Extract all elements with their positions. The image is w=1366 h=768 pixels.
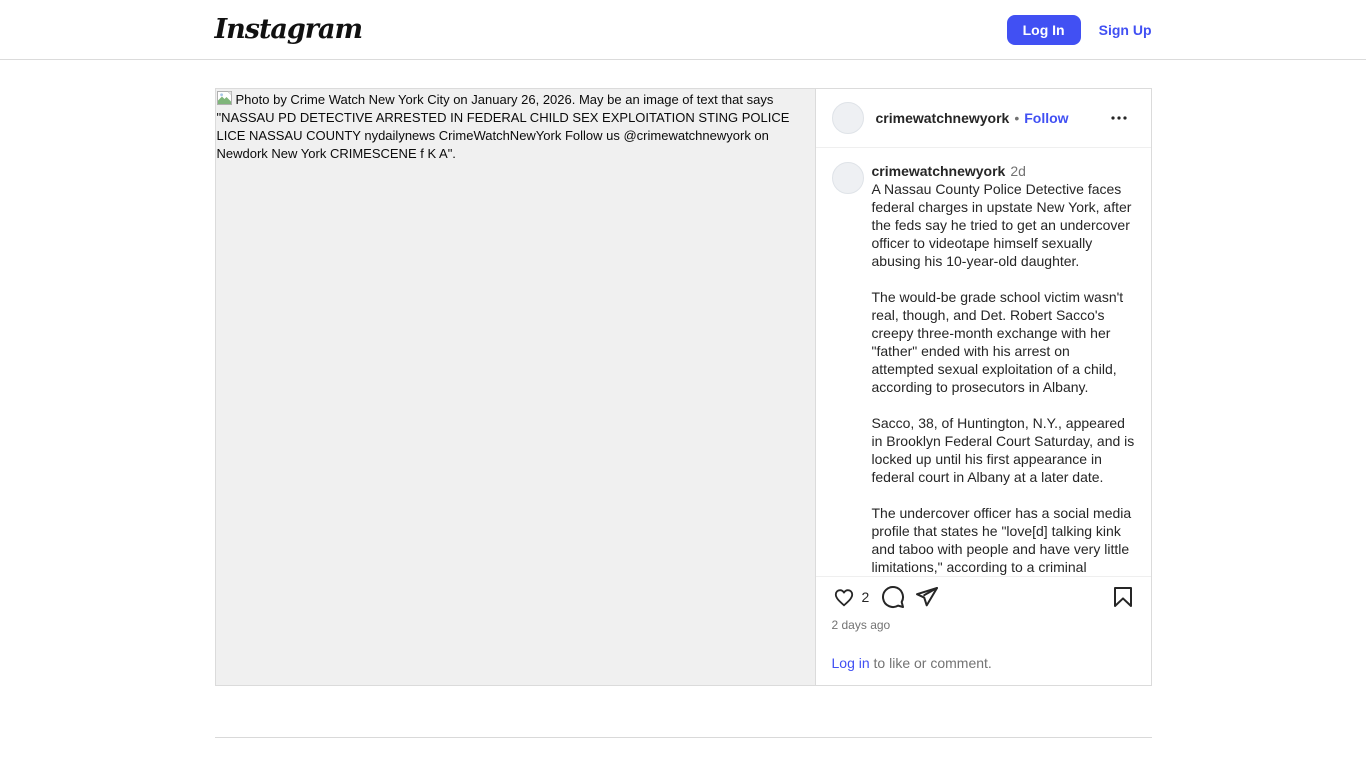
post-card (215, 88, 1152, 686)
author-username[interactable]: crimewatchnewyork (875, 110, 1010, 126)
caption-text: A Nassau County Police Detective faces federal charges in upstate New York, after the feds say he tried to get an undercover officer to videotape himself sexually abusing his 10-year-old daughter. The would-be grade school victim wasn't real, though, and Det. Robert Sacco's creepy three-month exchange with her "father" ended with his arrest on attempted sexual exploitation of a child, according to prosecutors in Albany. Sacco, 38, of Huntington, N.Y., appeared in Brooklyn Federal Court Saturday, and is locked up until his first appearance in federal court in Albany at a later date. The undercover officer has a social media profile that states he "love[d] talking kink and taboo with people and have very little limitations," according to a criminal (871, 181, 1135, 575)
image-alt-container (216, 89, 815, 163)
action-bar (832, 585, 1135, 609)
save-button[interactable] (1111, 585, 1135, 609)
image-alt-text: Photo by Crime Watch New York City on January 26, 2026. May be an image of text that says "NASSAU PD DETECTIVE ARRESTED IN FEDERAL CHILD SEX EXPLOITATION STING POLICE LICE NASSAU COUNTY nydailynews CrimeWatchNewYork Follow us @crimewatchnewyork on Newdork New York CRIMESCENE f K A". (216, 92, 790, 161)
commenter-avatar[interactable] (832, 162, 864, 194)
footer-divider (215, 737, 1152, 738)
login-link[interactable]: Log in (831, 655, 870, 671)
post-side-panel (816, 89, 1151, 685)
comments-section[interactable] (816, 148, 1151, 576)
navbar-actions (1007, 15, 1152, 45)
more-options-button[interactable] (1103, 102, 1135, 134)
comment-button[interactable] (881, 585, 905, 609)
comment-timestamp: 2d (1010, 163, 1026, 179)
comment-header-line (872, 162, 1135, 180)
broken-image-icon (217, 91, 233, 106)
login-prompt-text: to like or comment. (869, 655, 992, 671)
post-image[interactable] (216, 89, 816, 685)
post-actions-section (816, 576, 1151, 685)
heart-icon (832, 585, 856, 609)
ellipsis-icon (1107, 106, 1131, 130)
caption-comment (832, 162, 1135, 576)
like-button[interactable] (832, 585, 856, 609)
like-count[interactable]: 2 (861, 589, 870, 605)
comment-icon (881, 585, 905, 609)
post-header (816, 89, 1151, 148)
login-prompt (832, 655, 1135, 671)
instagram-logo[interactable]: Instagram (214, 14, 363, 45)
post-page (0, 88, 1366, 738)
share-button[interactable] (915, 585, 939, 609)
login-button[interactable]: Log In (1007, 15, 1081, 45)
navbar-inner (215, 0, 1152, 59)
top-navbar (0, 0, 1366, 60)
share-icon (915, 585, 939, 609)
author-avatar[interactable] (832, 102, 864, 134)
follow-button[interactable]: Follow (1024, 110, 1069, 126)
separator-dot: • (1014, 110, 1020, 126)
signup-link[interactable]: Sign Up (1098, 21, 1152, 38)
commenter-username[interactable]: crimewatchnewyork (871, 163, 1006, 179)
comment-body (872, 162, 1135, 576)
post-timestamp: 2 days ago (831, 618, 891, 632)
bookmark-icon (1111, 585, 1135, 609)
